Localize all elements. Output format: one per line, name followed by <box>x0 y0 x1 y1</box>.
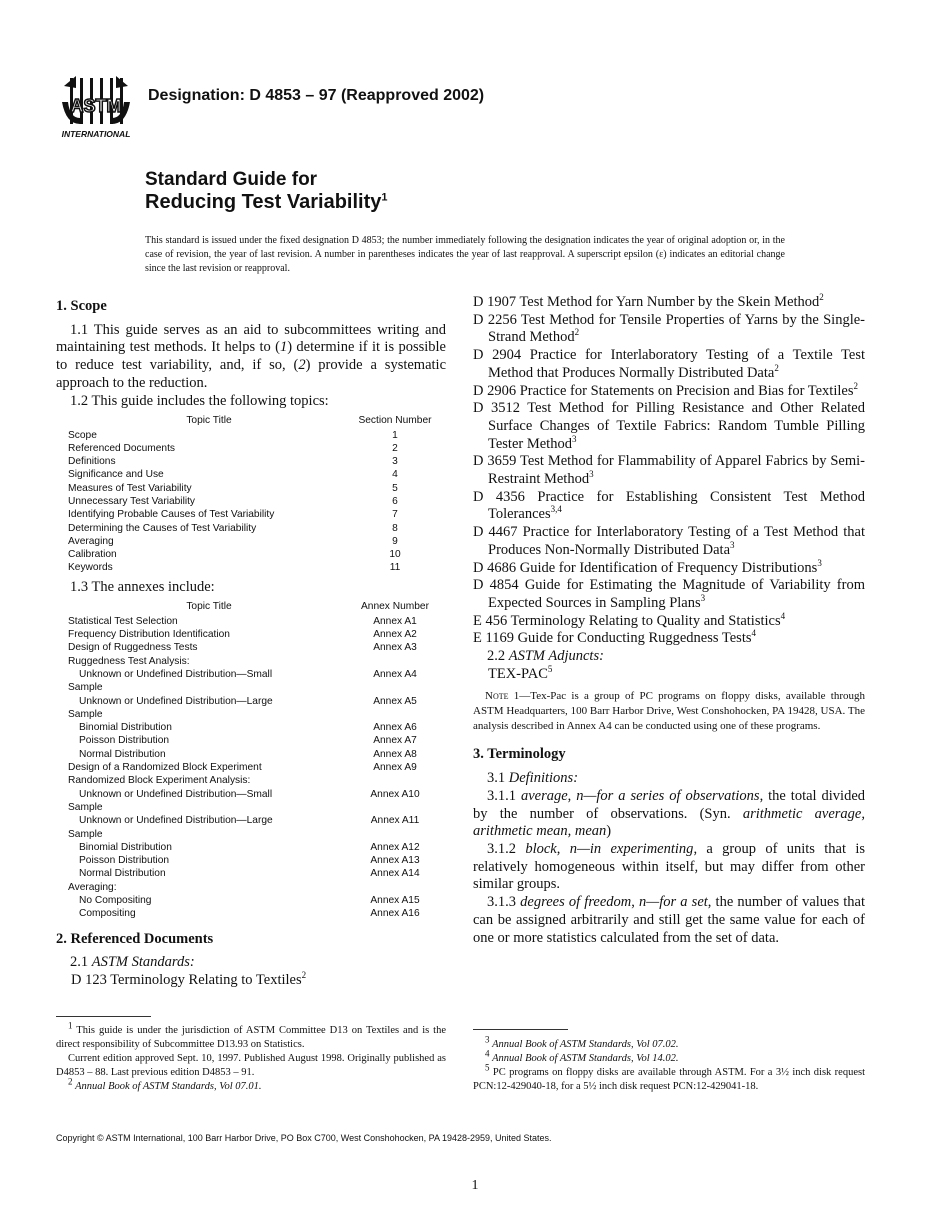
astm-logo <box>56 72 136 142</box>
definition-average: 3.1.1 average, n—for a series of observations, the total divided by the number of observations. (Syn. arithmetic average, arithmetic mean, mean) <box>473 787 866 840</box>
annex-row <box>68 841 440 854</box>
topic-row <box>68 522 440 535</box>
reference-item: D 2906 Practice for Statements on Precision and Bias for Textiles$^2$ <box>473 380 858 399</box>
reference-item: D 4686 Guide for Identification of Frequency Distributions$^3$ <box>473 557 822 576</box>
annex-row <box>68 615 440 628</box>
topic-title: Determining the Causes of Test Variability <box>68 522 257 534</box>
annex-row <box>68 734 440 747</box>
reference-item: D 4854 Guide for Estimating the Magnitude of Variability from Expected Sources in Sampling Plans$^3$ <box>473 577 865 611</box>
annex-title: Normal Distribution <box>79 748 166 760</box>
topic-section-number: 1 <box>392 429 398 441</box>
section-heading-refdocs: 2. Referenced Documents <box>56 930 214 947</box>
topic-row <box>68 429 440 442</box>
subsection-definitions: 3.1 Definitions: <box>487 770 579 787</box>
annex-number <box>350 708 440 721</box>
page-title <box>145 168 387 214</box>
topic-row <box>68 468 440 481</box>
page-number: 1 <box>471 1178 479 1193</box>
adjunct-item: TEX-PAC$^5$ <box>488 663 553 682</box>
annex-title: No Compositing <box>79 895 152 907</box>
title-footnote-mark: 1 <box>381 191 388 204</box>
right-column <box>473 294 865 947</box>
annex-row <box>68 695 440 708</box>
topic-row <box>68 495 440 508</box>
reference-item: D 2256 Test Method for Tensile Properties of Yarns by the Single-Strand Method$^2$ <box>473 311 865 346</box>
annex-row <box>68 854 440 867</box>
topic-section-number: 5 <box>392 482 398 494</box>
reference-item: D 3512 Test Method for Pilling Resistance and Other Related Surface Changes of Textile Fabrics: Random Tumble Pilling Tester Method$^3$ <box>473 400 865 452</box>
annex-title: Unknown or Undefined Distribution—Small <box>79 668 273 680</box>
annex-row <box>68 894 440 907</box>
annex-number: Annex A6 <box>373 722 417 734</box>
topic-row <box>68 548 440 561</box>
annex-number <box>350 774 440 787</box>
topic-title: Definitions <box>68 456 116 468</box>
annex-title: Frequency Distribution Identification <box>68 629 230 641</box>
annex-row <box>68 681 440 694</box>
annex-row <box>68 655 440 668</box>
topic-title: Referenced Documents <box>68 442 176 454</box>
annex-number: Annex A12 <box>370 841 420 853</box>
topic-title: Significance and Use <box>68 469 164 481</box>
annex-number: Annex A13 <box>370 855 420 867</box>
annex-title: Averaging: <box>68 881 117 893</box>
annex-number: Annex A9 <box>373 762 417 774</box>
annex-number <box>350 681 440 694</box>
topic-section-number: 8 <box>392 522 398 534</box>
section-heading-scope: 1. Scope <box>56 298 107 314</box>
reference-item: D 4467 Practice for Interlaboratory Testing of a Test Method that Produces Non-Normally Distributed Data$^3$ <box>473 524 865 558</box>
annex-number: Annex A15 <box>370 895 420 907</box>
topic-title: Measures of Test Variability <box>68 482 192 494</box>
annex-number: Annex A3 <box>373 642 417 654</box>
annex-row <box>68 774 440 787</box>
annex-number <box>350 655 440 668</box>
annex-title: Unknown or Undefined Distribution—Small <box>79 788 273 800</box>
annex-number: Annex A4 <box>373 668 417 680</box>
annex-number: Annex A14 <box>370 868 420 880</box>
annex-title: Sample <box>68 828 103 840</box>
annex-title: Compositing <box>79 908 136 920</box>
annex-number: Annex A16 <box>370 908 420 920</box>
annex-row <box>68 748 440 761</box>
topic-section-number: 11 <box>389 562 401 574</box>
annex-row <box>68 628 440 641</box>
annex-title: Poisson Distribution <box>79 735 170 747</box>
annex-title: Ruggedness Test Analysis: <box>68 655 190 667</box>
footnote: Current edition approved Sept. 10, 1997. Published August 1998. Originally published as D4853 – 88. Last previous edition D4853 – 91. <box>56 1053 446 1078</box>
reference-item: E 456 Terminology Relating to Quality and Statistics$^4$ <box>473 610 786 629</box>
topic-section-number: 2 <box>392 442 398 454</box>
scope-paragraph-3: 1.3 The annexes include: <box>70 578 215 595</box>
annex-row <box>68 881 440 894</box>
reference-item: D 4356 Practice for Establishing Consistent Test Method Tolerances$^{3,4}$ <box>473 488 865 523</box>
topic-title: Identifying Probable Causes of Test Variability <box>68 509 275 521</box>
topic-title: Unnecessary Test Variability <box>68 496 196 507</box>
section-heading-terminology: 3. Terminology <box>473 746 566 763</box>
topic-row <box>68 442 440 455</box>
reference-item: D 3659 Test Method for Flammability of Apparel Fabrics by Semi-Restraint Method$^3$ <box>473 453 865 488</box>
title-line-2: Reducing Test Variability$^1$ <box>145 191 388 213</box>
annex-title: Unknown or Undefined Distribution—Large <box>79 695 273 707</box>
copyright-notice: Copyright © ASTM International, 100 Barr Harbor Drive, PO Box C700, West Conshohocken, PA 19428-2959, United States. <box>56 1133 552 1143</box>
topic-row <box>68 561 440 574</box>
topic-section-number: 4 <box>392 469 398 481</box>
footnote-rule-right <box>473 1029 568 1030</box>
footnotes-right <box>473 1034 865 1094</box>
subsection-astm-standards: 2.1 ASTM Standards: <box>70 954 195 971</box>
footnote-rule-left <box>56 1016 151 1017</box>
topic-row <box>68 508 440 521</box>
annex-title: Binomial Distribution <box>79 841 172 853</box>
annex-number <box>350 801 440 814</box>
footnote: $^5$ PC programs on floppy disks are available through ASTM. For a 3½ inch disk request PCN:12-429040-18, for a 5½ inch disk request PCN:12-429041-18. <box>473 1062 865 1092</box>
reference-list <box>473 294 865 648</box>
annex-row <box>68 788 440 801</box>
footnote: $^2$ Annual Book of ASTM Standards, Vol 07.01. <box>68 1076 262 1092</box>
annex-number <box>350 828 440 841</box>
footnote: $^3$ Annual Book of ASTM Standards, Vol 07.02. <box>485 1034 679 1050</box>
annex-row <box>68 641 440 654</box>
topics-table: Topic Title Section Number Scope 1 Referenced Documents 2 Definitions 3 Significance and Use 4 Measures of Test Variability 5 Unnecessary Test Variability 6 Identifying Probable Causes of Test Variability 7 Determining the Causes of Test Variability 8 Averaging 9 Calibration 10 Keywords 11 <box>68 414 440 575</box>
annex-row <box>68 761 440 774</box>
reference-item: D 123 Terminology Relating to Textiles$^2$ <box>71 970 307 989</box>
svg-text:ASTM: ASTM <box>70 96 122 116</box>
designation: Designation: D 4853 – 97 (Reapproved 2002) <box>148 87 485 104</box>
annex-row <box>68 708 440 721</box>
annex-title: Sample <box>68 801 103 813</box>
annex-number <box>350 881 440 894</box>
annex-title: Statistical Test Selection <box>68 615 178 627</box>
annex-row <box>68 668 440 681</box>
topic-section-number: 6 <box>392 496 398 507</box>
annex-row <box>68 721 440 734</box>
reference-item: D 2904 Practice for Interlaboratory Testing of a Textile Test Method that Produces Normally Distributed Data$^2$ <box>473 347 865 381</box>
topic-section-number: 9 <box>392 535 398 547</box>
topic-row <box>68 482 440 495</box>
annex-number: Annex A1 <box>373 615 417 627</box>
topic-section-number: 3 <box>392 456 398 468</box>
annex-title: Normal Distribution <box>79 868 166 880</box>
annex-title: Design of Ruggedness Tests <box>68 642 198 654</box>
annex-row <box>68 801 440 814</box>
annex-number: Annex A7 <box>373 735 417 747</box>
topic-row <box>68 455 440 468</box>
definition-degrees-of-freedom: 3.1.3 degrees of freedom, n—for a set, the number of values that can be assigned arbitrarily and still get the same value for each of one or more statistics calculated from the set of data. <box>473 894 866 946</box>
topic-title: Calibration <box>68 549 117 561</box>
annex-number: Annex A10 <box>370 788 420 800</box>
footnote: $^4$ Annual Book of ASTM Standards, Vol 14.02. <box>485 1048 679 1064</box>
annex-row <box>68 907 440 920</box>
issuance-notice: This standard is issued under the fixed designation D 4853; the number immediately following the designation indicates the year of original adoption or, in the case of revision, the year of last revision. A number in parentheses indicates the year of last reapproval. A superscript epsilon (ε) indicates an editorial change since the last revision or reapproval. <box>145 235 785 274</box>
topic-row <box>68 535 440 548</box>
footnote: $^1$ This guide is under the jurisdiction of ASTM Committee D13 on Textiles and is the direct responsibility of Subcommittee D13.93 on Statistics. <box>56 1020 446 1050</box>
annex-row <box>68 828 440 841</box>
annex-title: Poisson Distribution <box>79 855 170 867</box>
annex-number: Annex A8 <box>373 748 417 760</box>
title-line-1: Standard Guide for <box>145 169 318 190</box>
annex-table: Topic Title Annex Number Statistical Test Selection Annex A1 Frequency Distribution Identification Annex A2 Design of Ruggedness Tests Annex A3 Ruggedness Test Analysis: Unknown or Undefined Distribution—Small Annex A4 Sample Unknown or Undefined Distribution—Large Annex A5 Sample Binomial Distribution Annex A6 Poisson Distribution Annex A7 Normal Distribution Annex A8 Design of a Randomized Block Experiment Annex A9 Randomized Block Experiment Analysis: Unknown or Undefined Distribution—Small Annex A10 Sample Unknown or Undefined Distribution—Large Annex A11 Sample Binomial Distribution Annex A12 Poisson Distribution Annex A13 Normal Distribution Annex A14 Averaging: No Compositing Annex A15 Compositing Annex A16 <box>68 600 440 920</box>
annex-title: Design of a Randomized Block Experiment <box>68 762 262 774</box>
annex-number: Annex A11 <box>370 815 420 827</box>
definition-block: 3.1.2 block, n—in experimenting, a group of units that is relatively homogeneous within itself, but may differ from other similar groups. <box>473 840 866 893</box>
reference-item: D 1907 Test Method for Yarn Number by the Skein Method$^2$ <box>473 292 824 310</box>
annex-row <box>68 867 440 880</box>
note-1: Note 1—Tex-Pac is a group of PC programs on floppy disks, available through ASTM Headquarters, 100 Barr Harbor Drive, West Conshohocken, PA 19428, USA. The analysis described in Annex A4 can be conducted using one of these programs. <box>473 690 866 733</box>
subsection-astm-adjuncts: 2.2 ASTM Adjuncts: <box>487 648 604 665</box>
topic-title: Scope <box>68 429 97 441</box>
scope-paragraph-1: 1.1 This guide serves as an aid to subcommittees writing and maintaining test methods. It helps to (1) determine if it is possible to reduce test variability, and, if so, (2) provide a systematic approach to the reduction. <box>56 321 447 391</box>
annex-title: Sample <box>68 682 103 694</box>
annex-number: Annex A2 <box>373 629 417 641</box>
annex-title: Binomial Distribution <box>79 722 172 734</box>
topic-section-number: 7 <box>392 509 398 521</box>
topic-title: Keywords <box>68 562 113 574</box>
annex-number: Annex A5 <box>373 695 417 707</box>
svg-text:INTERNATIONAL: INTERNATIONAL <box>61 129 131 139</box>
footnotes-left <box>56 1020 446 1094</box>
annex-title: Unknown or Undefined Distribution—Large <box>79 815 273 827</box>
scope-paragraph-2: 1.2 This guide includes the following topics: <box>70 392 329 409</box>
left-column <box>56 294 446 990</box>
annex-row <box>68 814 440 827</box>
annex-title: Sample <box>68 708 103 720</box>
annex-title: Randomized Block Experiment Analysis: <box>68 775 251 787</box>
topic-section-number: 10 <box>389 549 401 561</box>
topic-title: Averaging <box>68 535 114 547</box>
reference-item: E 1169 Guide for Conducting Ruggedness Tests$^4$ <box>473 628 756 647</box>
